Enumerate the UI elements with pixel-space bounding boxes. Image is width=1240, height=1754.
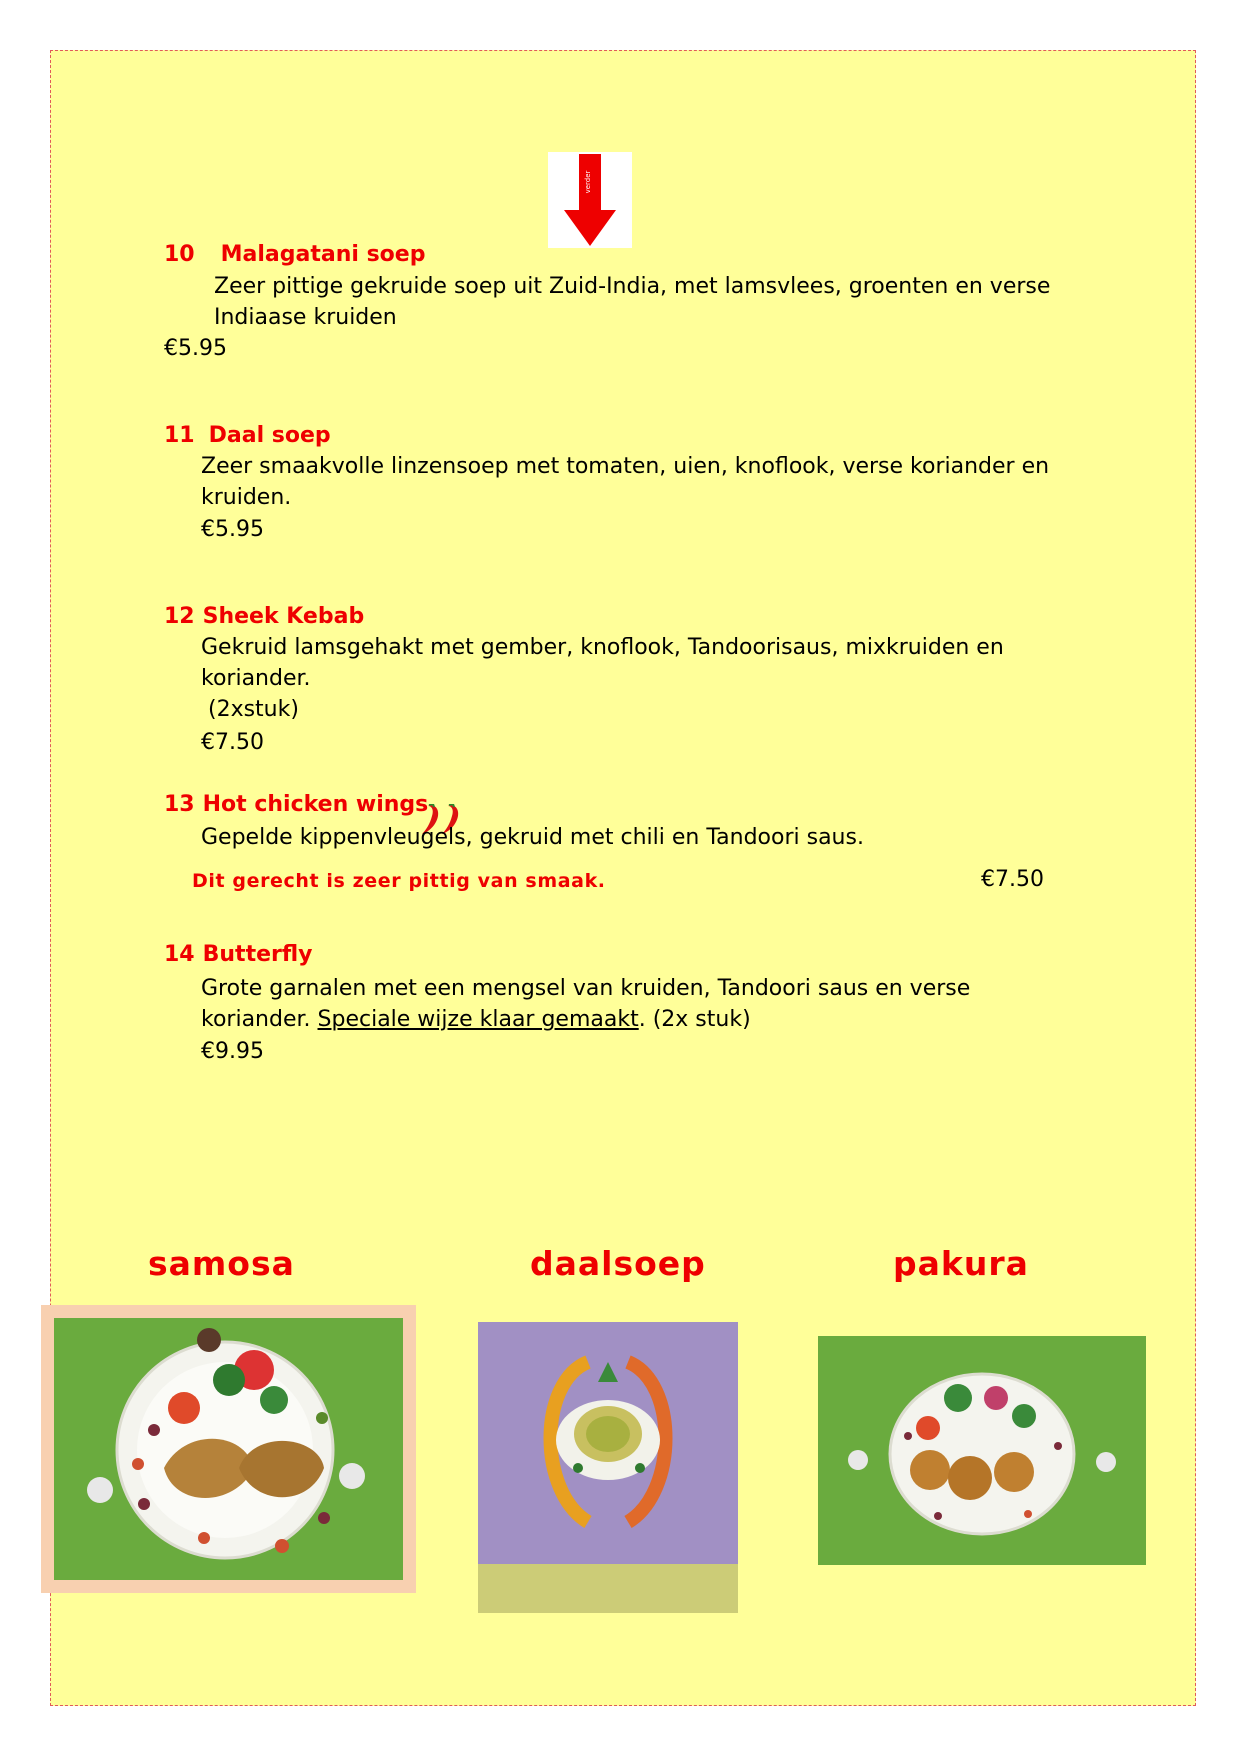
- item-12-desc: [201, 632, 1004, 725]
- desc-line: Grote garnalen met een mengsel van kruiden, Tandoori saus en verse: [201, 976, 971, 1001]
- desc-line: koriander.: [201, 666, 311, 691]
- item-quantity: (2xstuk): [201, 697, 299, 722]
- item-name: Malagatani soep: [220, 242, 426, 267]
- desc-line: kruiden.: [201, 485, 292, 510]
- item-14-desc: [201, 973, 970, 1035]
- caption-samosa: samosa: [148, 1244, 295, 1283]
- item-12-price: €7.50: [201, 730, 264, 755]
- item-11-desc: [201, 451, 1049, 513]
- daalsoep-photo-frame: [478, 1322, 738, 1613]
- caption-daalsoep: daalsoep: [530, 1244, 706, 1283]
- caption-pakura: pakura: [893, 1244, 1029, 1283]
- item-11-price: €5.95: [201, 517, 264, 542]
- item-10-price: €5.95: [164, 336, 227, 361]
- desc-line: Zeer pittige gekruide soep uit Zuid-India, met lamsvlees, groenten en verse: [214, 274, 1051, 299]
- next-page-arrow[interactable]: [548, 152, 632, 248]
- item-13-desc: [201, 822, 864, 853]
- arrow-label: verder: [584, 170, 592, 194]
- preparation-note: Speciale wijze klaar gemaakt: [317, 1007, 639, 1032]
- item-10-title: [164, 242, 425, 267]
- desc-line: [201, 1004, 970, 1035]
- item-name: Butterfly: [202, 942, 313, 967]
- desc-text: koriander.: [201, 1007, 318, 1032]
- samosa-plate-photo: [54, 1318, 403, 1580]
- pakura-plate-photo: [818, 1336, 1146, 1565]
- daal-soup-photo: [478, 1322, 738, 1564]
- pakura-photo-frame: [818, 1336, 1146, 1565]
- item-number: 12: [164, 604, 195, 629]
- desc-line: Indiaase kruiden: [214, 305, 397, 330]
- item-name: Daal soep: [208, 423, 331, 448]
- item-11-title: [164, 423, 331, 448]
- item-10-desc: [214, 271, 1050, 333]
- item-number: 10: [164, 242, 195, 267]
- desc-line: Zeer smaakvolle linzensoep met tomaten, uien, knoflook, verse koriander en: [201, 454, 1050, 479]
- item-name: Hot chicken wings: [202, 792, 429, 817]
- item-number: 13: [164, 792, 195, 817]
- spicy-warning: Dit gerecht is zeer pittig van smaak.: [192, 870, 606, 892]
- item-name: Sheek Kebab: [202, 604, 365, 629]
- item-13-title: [164, 792, 428, 817]
- item-14-title: [164, 942, 313, 967]
- down-arrow-icon: [548, 152, 632, 248]
- item-number: 11: [164, 423, 195, 448]
- desc-line: Gepelde kippenvleugels, gekruid met chili en Tandoori saus.: [201, 825, 864, 850]
- samosa-photo-frame: [41, 1305, 416, 1593]
- desc-text: . (2x stuk): [638, 1007, 751, 1032]
- item-13-price: €7.50: [981, 867, 1044, 892]
- item-number: 14: [164, 942, 195, 967]
- item-14-price: €9.95: [201, 1039, 264, 1064]
- desc-line: Gekruid lamsgehakt met gember, knoflook, Tandoorisaus, mixkruiden en: [201, 635, 1004, 660]
- item-12-title: [164, 604, 364, 629]
